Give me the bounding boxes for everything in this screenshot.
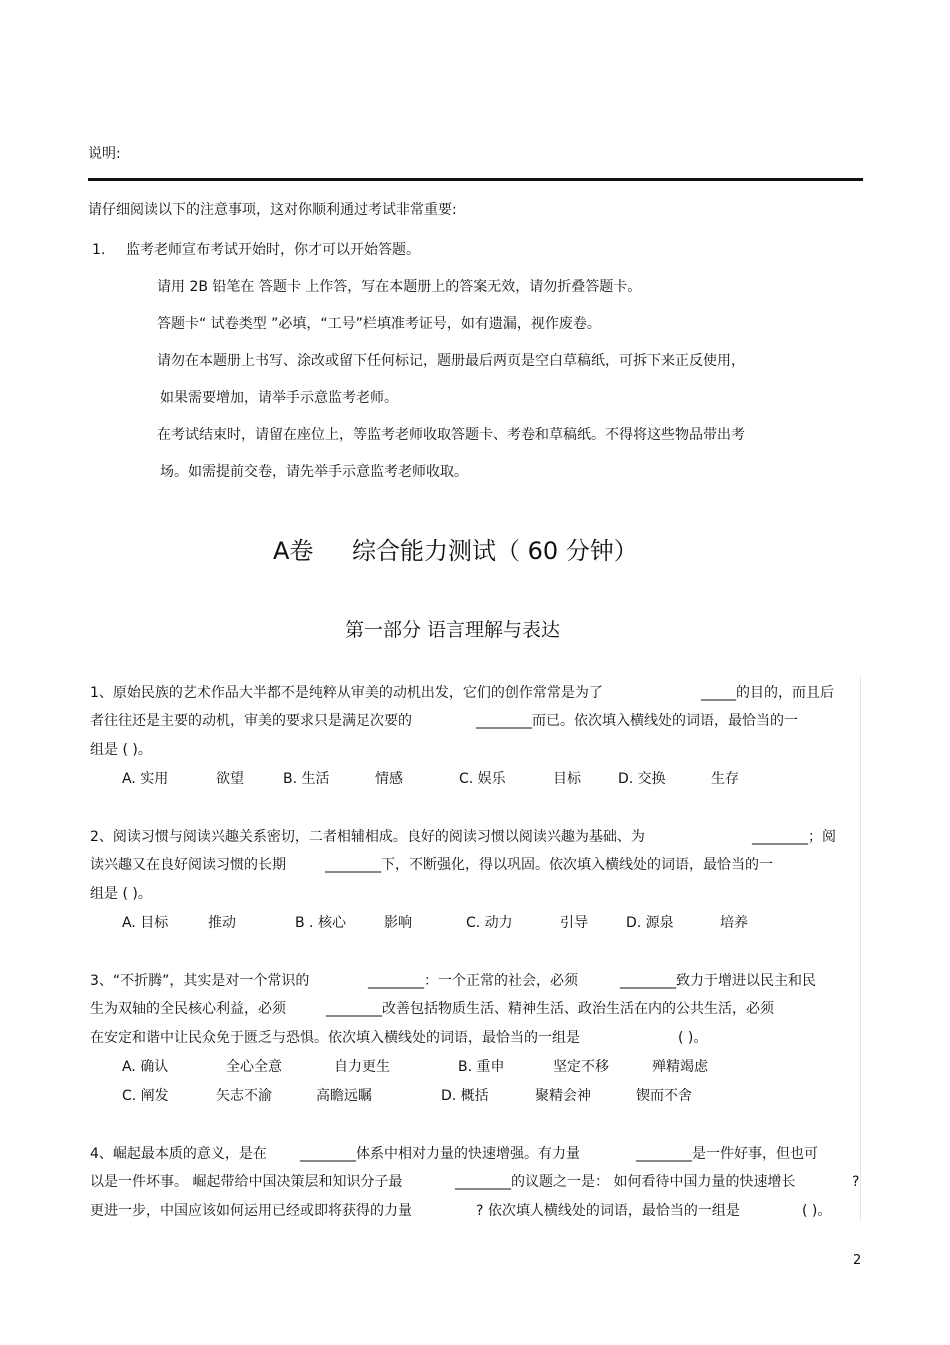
option-label: A. 实用 <box>122 771 169 787</box>
question-text: 读兴趣又在良好阅读习惯的长期 <box>90 857 286 873</box>
notice-line: 在考试结束时，请留在座位上，等监考老师收取答题卡、考卷和草稿纸。不得将这些物品带出考 <box>157 427 745 443</box>
option-label: A. 确认 <box>122 1059 169 1075</box>
notice-line: 请用 2B 铅笔在 答题卡 上作答，写在本题册上的答案无效，请勿折叠答题卡。 <box>157 279 642 295</box>
page-number: 2 <box>853 1253 862 1268</box>
question-text: 4、崛起最本质的意义，是在 <box>90 1146 267 1162</box>
question-text: ________而已。依次填入横线处的词语，最恰当的一 <box>476 713 798 729</box>
option-word: 情感 <box>375 771 403 787</box>
option-word: 坚定不移 <box>553 1059 609 1075</box>
question-text: ( )。 <box>802 1203 832 1219</box>
question-text: ? 依次填人横线处的词语，最恰当的一组是 <box>476 1203 740 1219</box>
notice-item-number: 1. <box>92 242 106 258</box>
question-text: 在安定和谐中让民众免于匮乏与恐惧。依次填入横线处的词语，最恰当的一组是 <box>90 1030 580 1046</box>
header-rule <box>88 178 863 181</box>
header-label: 说明: <box>88 146 121 162</box>
option-word: 培养 <box>720 915 748 931</box>
section-title: 第一部分 语言理解与表达 <box>345 619 561 641</box>
question-text: ________是一件好事，但也可 <box>636 1146 818 1162</box>
option-word: 生存 <box>711 771 739 787</box>
option-label: D. 源泉 <box>626 915 674 931</box>
question-text: 2、阅读习惯与阅读兴趣关系密切，二者相辅相成。良好的阅读习惯以阅读兴趣为基础、为 <box>90 829 645 845</box>
paper-label: A卷 <box>273 537 314 565</box>
question-text: 组是 ( )。 <box>90 886 152 902</box>
option-label: B. 重申 <box>458 1059 505 1075</box>
notice-line: 答题卡“ 试卷类型 ”必填，“工号”栏填准考证号，如有遗漏，视作废卷。 <box>157 316 601 332</box>
option-label: C. 阐发 <box>122 1088 169 1104</box>
notice-item-text: 监考老师宣布考试开始时，你才可以开始答题。 <box>126 242 420 258</box>
question-text: 1、原始民族的艺术作品大半都不是纯粹从审美的动机出发，它们的创作常常是为了 <box>90 685 603 701</box>
question-text: 组是 ( )。 <box>90 742 152 758</box>
question-text: 者往往还是主要的动机，审美的要求只是满足次要的 <box>90 713 412 729</box>
option-word: 推动 <box>208 915 236 931</box>
option-word: 高瞻远瞩 <box>316 1088 372 1104</box>
option-word: 影响 <box>384 915 412 931</box>
notice-line: 如果需要增加，请举手示意监考老师。 <box>160 390 398 406</box>
question-text: 3、“不折腾”，其实是对一个常识的 <box>90 973 310 989</box>
option-label: B. 生活 <box>283 771 330 787</box>
margin-line <box>860 676 861 1221</box>
option-label: C. 娱乐 <box>459 771 506 787</box>
option-label: D. 交换 <box>618 771 666 787</box>
question-text: ________改善包括物质生活、精神生活、政治生活在内的公共生活，必须 <box>326 1001 774 1017</box>
question-text: 以是一件坏事。 崛起带给中国决策层和知识分子最 <box>90 1174 403 1190</box>
option-word: 矢志不渝 <box>216 1088 272 1104</box>
notice-intro: 请仔细阅读以下的注意事项，这对你顺利通过考试非常重要: <box>88 202 457 218</box>
option-word: 引导 <box>560 915 588 931</box>
option-word: 自力更生 <box>334 1059 390 1075</box>
question-text: ________的议题之一是： 如何看待中国力量的快速增长 <box>455 1174 796 1190</box>
notice-line: 请勿在本题册上书写、涂改或留下任何标记，题册最后两页是空白草稿纸，可拆下来正反使用， <box>157 353 745 369</box>
option-label: C. 动力 <box>466 915 513 931</box>
question-text: ________下，不断强化，得以巩固。依次填入横线处的词语，最恰当的一 <box>325 857 773 873</box>
question-text: 生为双轴的全民核心利益，必须 <box>90 1001 286 1017</box>
option-word: 锲而不舍 <box>636 1088 692 1104</box>
page-title: 综合能力测试（ 60 分钟） <box>352 537 638 565</box>
option-word: 殚精竭虑 <box>652 1059 708 1075</box>
question-text: _____的目的，而且后 <box>701 685 834 701</box>
question-text: ________：一个正常的社会，必须 <box>368 973 578 989</box>
option-word: 欲望 <box>216 771 244 787</box>
option-label: B . 核心 <box>295 915 346 931</box>
question-text: ________体系中相对力量的快速增强。有力量 <box>300 1146 580 1162</box>
question-text: ? <box>852 1174 860 1190</box>
option-label: A. 目标 <box>122 915 169 931</box>
notice-line: 场。如需提前交卷，请先举手示意监考老师收取。 <box>160 464 468 480</box>
question-text: ( )。 <box>678 1030 708 1046</box>
question-text: 更进一步，中国应该如何运用已经或即将获得的力量 <box>90 1203 412 1219</box>
option-label: D. 概括 <box>441 1088 489 1104</box>
option-word: 聚精会神 <box>535 1088 591 1104</box>
question-text: ________致力于增进以民主和民 <box>620 973 816 989</box>
option-word: 全心全意 <box>226 1059 282 1075</box>
option-word: 目标 <box>553 771 581 787</box>
question-text: ________；阅 <box>752 829 836 845</box>
